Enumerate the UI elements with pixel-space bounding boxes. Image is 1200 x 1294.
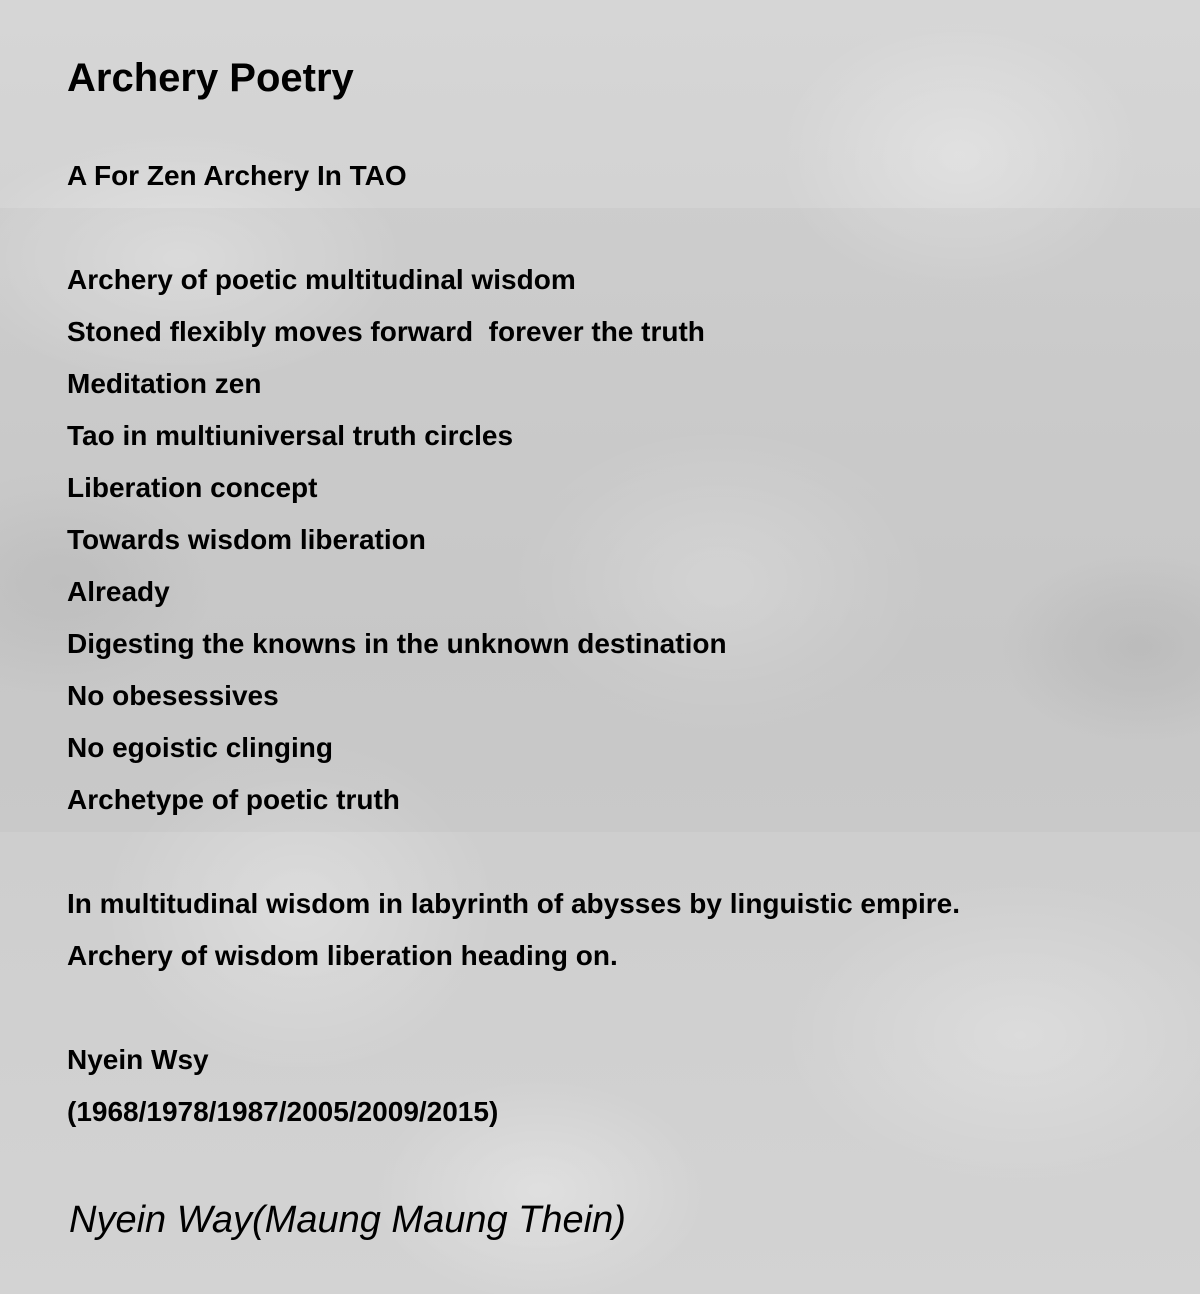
poem-dates: (1968/1978/1987/2005/2009/2015) bbox=[67, 1096, 499, 1127]
poem-line: Already bbox=[67, 576, 170, 607]
poem-line: Digesting the knowns in the unknown destination bbox=[67, 628, 727, 659]
poem-line: No egoistic clinging bbox=[67, 732, 334, 763]
poem-line: Stoned flexibly moves forward forever the truth bbox=[67, 316, 705, 347]
poem-subtitle: A For Zen Archery In TAO bbox=[67, 160, 407, 191]
poem-line: Archery of wisdom liberation heading on. bbox=[67, 940, 618, 971]
poem-line-blank bbox=[67, 988, 960, 1040]
page-title: Archery Poetry bbox=[67, 56, 354, 100]
poem-line: No obesessives bbox=[67, 680, 279, 711]
poem-line: In multitudinal wisdom in labyrinth of abysses by linguistic empire. bbox=[67, 888, 961, 919]
poem-line: Liberation concept bbox=[67, 472, 318, 503]
author-byline: Nyein Way(Maung Maung Thein) bbox=[69, 1199, 626, 1241]
poem-signature: Nyein Wsy bbox=[67, 1044, 209, 1075]
poem-line: Archetype of poetic truth bbox=[67, 784, 400, 815]
poem-line: Archery of poetic multitudinal wisdom bbox=[67, 264, 576, 295]
poem-line: Towards wisdom liberation bbox=[67, 524, 426, 555]
poem-line: Meditation zen bbox=[67, 368, 262, 399]
poem-line-blank bbox=[67, 832, 960, 884]
poem-line: Tao in multiuniversal truth circles bbox=[67, 420, 514, 451]
poem-body bbox=[67, 260, 960, 1144]
